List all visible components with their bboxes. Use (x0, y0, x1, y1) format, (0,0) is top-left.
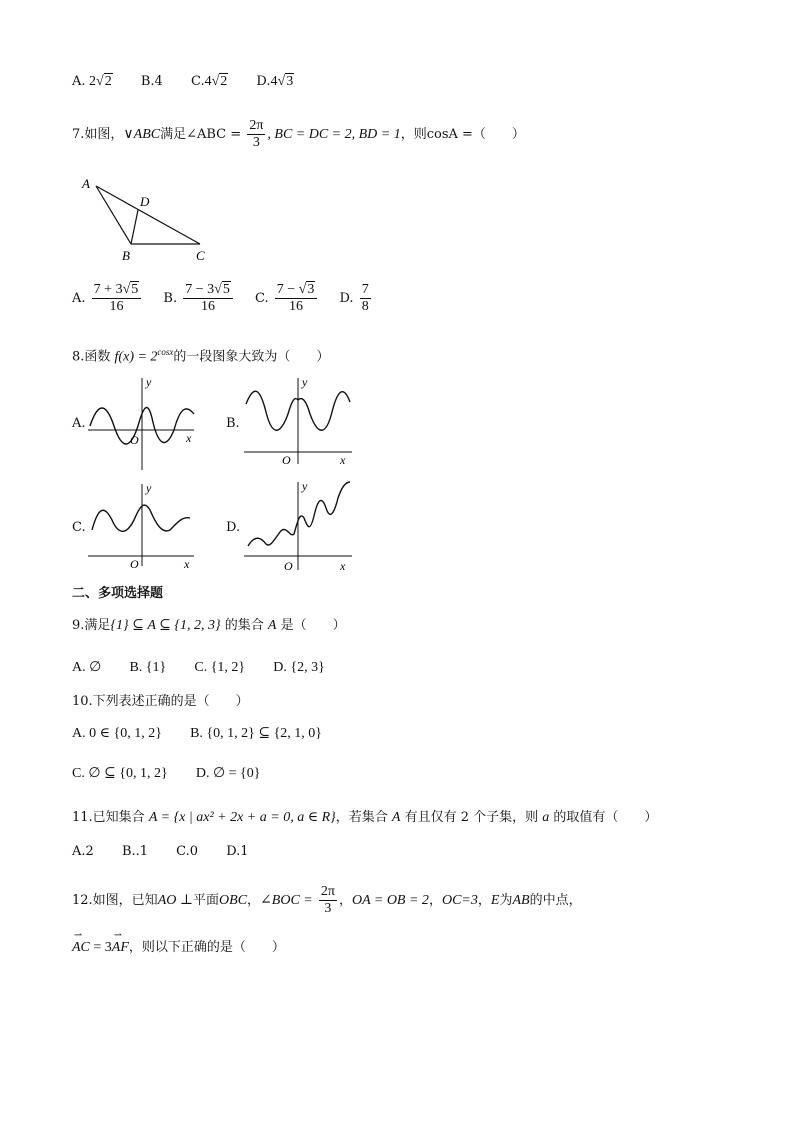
q7-options-row (72, 282, 397, 322)
q11-options-row (72, 842, 273, 862)
q8-graph-c[interactable] (86, 480, 201, 570)
section-multi-choice-heading: 二、多项选择题 (72, 586, 164, 601)
q12-stem-line-1: 12.如图，已知AO ⊥平面OBC，∠BOC = $\frac{2\pi}{3}$ ，OA = OB = 2，OC=3，E为AB的中点， (72, 884, 582, 916)
q12-fraction: $\frac{2\pi}{3}$ (320, 884, 335, 916)
q8-stem: 8.函数 $f(x) = 2^{cosx}$的一段图象大致为（ ） (72, 347, 330, 365)
svg-text:x: x (340, 453, 346, 466)
q9-stem: 9.满足{1} ⊆ A ⊆ {1, 2, 3} 的集合 A 是（ ） (72, 618, 346, 633)
q9-options-row (72, 658, 349, 678)
svg-text:x: x (184, 557, 190, 570)
q7-option-c[interactable]: C. $\frac{7 - √3}{16}$ (255, 282, 319, 315)
q10-option-b[interactable]: B. {0, 1, 2} ⊆ {2, 1, 0} (190, 726, 323, 741)
q8-graph-a[interactable] (86, 374, 201, 474)
q9-option-d[interactable]: D. {2, 3} (273, 660, 325, 675)
q10-option-c[interactable]: C. ∅ ⊆ {0, 1, 2} (72, 766, 168, 781)
q8-option-c-label[interactable]: C. (72, 520, 86, 535)
q10-option-d[interactable]: D. ∅ = {0} (195, 766, 261, 781)
q7-label-b: B (122, 248, 130, 263)
q11-option-a[interactable]: A.2 (72, 844, 94, 859)
q10-stem: 10.下列表述正确的是（ ） (72, 694, 249, 709)
q8-option-b-label[interactable]: B. (226, 416, 240, 431)
q7-fraction: $\frac{2\pi}{3}$ (249, 118, 264, 150)
q9-option-a[interactable]: A. ∅ (72, 660, 102, 675)
q6-option-d[interactable]: D.4√3 (256, 74, 294, 89)
q12-stem-line-2: ⇀ AC = 3⇀ AF，则以下正确的是（ ） (72, 938, 285, 958)
q7-stem: 7.如图，∨ABC满足∠ABC = $\frac{2\pi}{3}$ , BC = DC = 2, BD = 1，则cosA =（ ） (72, 118, 525, 150)
svg-text:O: O (284, 559, 293, 572)
q6-option-c[interactable]: C.4√2 (190, 74, 228, 89)
q7-label-d: D (140, 194, 150, 209)
svg-text:O: O (130, 557, 139, 570)
q10-options-row-2 (72, 764, 284, 784)
svg-text:y: y (146, 481, 152, 495)
svg-text:x: x (340, 559, 346, 572)
q8-graph-b[interactable] (240, 374, 355, 466)
q9-option-b[interactable]: B. {1} (129, 660, 167, 675)
q7-option-b[interactable]: B. $\frac{7 - 3√5}{16}$ (163, 282, 234, 315)
q7-option-a[interactable]: A. $\frac{7 + 3√5}{16}$ (72, 282, 143, 315)
q6-options-row (72, 72, 318, 92)
svg-text:O: O (282, 453, 291, 466)
q9-option-c[interactable]: C. {1, 2} (194, 660, 246, 675)
q7-option-d[interactable]: D. $\frac{7}{8}$ (339, 282, 369, 314)
q7-label-a: A (82, 176, 90, 191)
svg-text:O: O (130, 433, 139, 447)
q8-option-d-label[interactable]: D. (226, 520, 241, 535)
q11-option-d[interactable]: D.1 (226, 844, 249, 859)
q8-graph-d[interactable] (240, 478, 355, 572)
q10-options-row-1 (72, 724, 346, 744)
svg-text:y: y (302, 375, 308, 389)
q11-option-b[interactable]: B..1 (121, 844, 149, 859)
q6-option-b[interactable]: B.4 (140, 74, 163, 89)
q6-option-a[interactable]: A. 2√2 (72, 74, 112, 89)
svg-text:y: y (146, 375, 152, 389)
q7-triangle-figure (76, 172, 216, 264)
q11-stem: 11.已知集合 A = {x | ax² + 2x + a = 0, a ∈ R}，若集合 A 有且仅有 2 个子集，则 a 的取值有（ ） (72, 810, 658, 825)
svg-text:x: x (186, 431, 192, 445)
q7-label-c: C (196, 248, 205, 263)
q11-option-c[interactable]: C.0 (176, 844, 199, 859)
q8-option-a-label[interactable]: A. (72, 416, 86, 431)
q10-option-a[interactable]: A. 0 ∈ {0, 1, 2} (72, 726, 162, 741)
svg-text:y: y (302, 479, 308, 493)
